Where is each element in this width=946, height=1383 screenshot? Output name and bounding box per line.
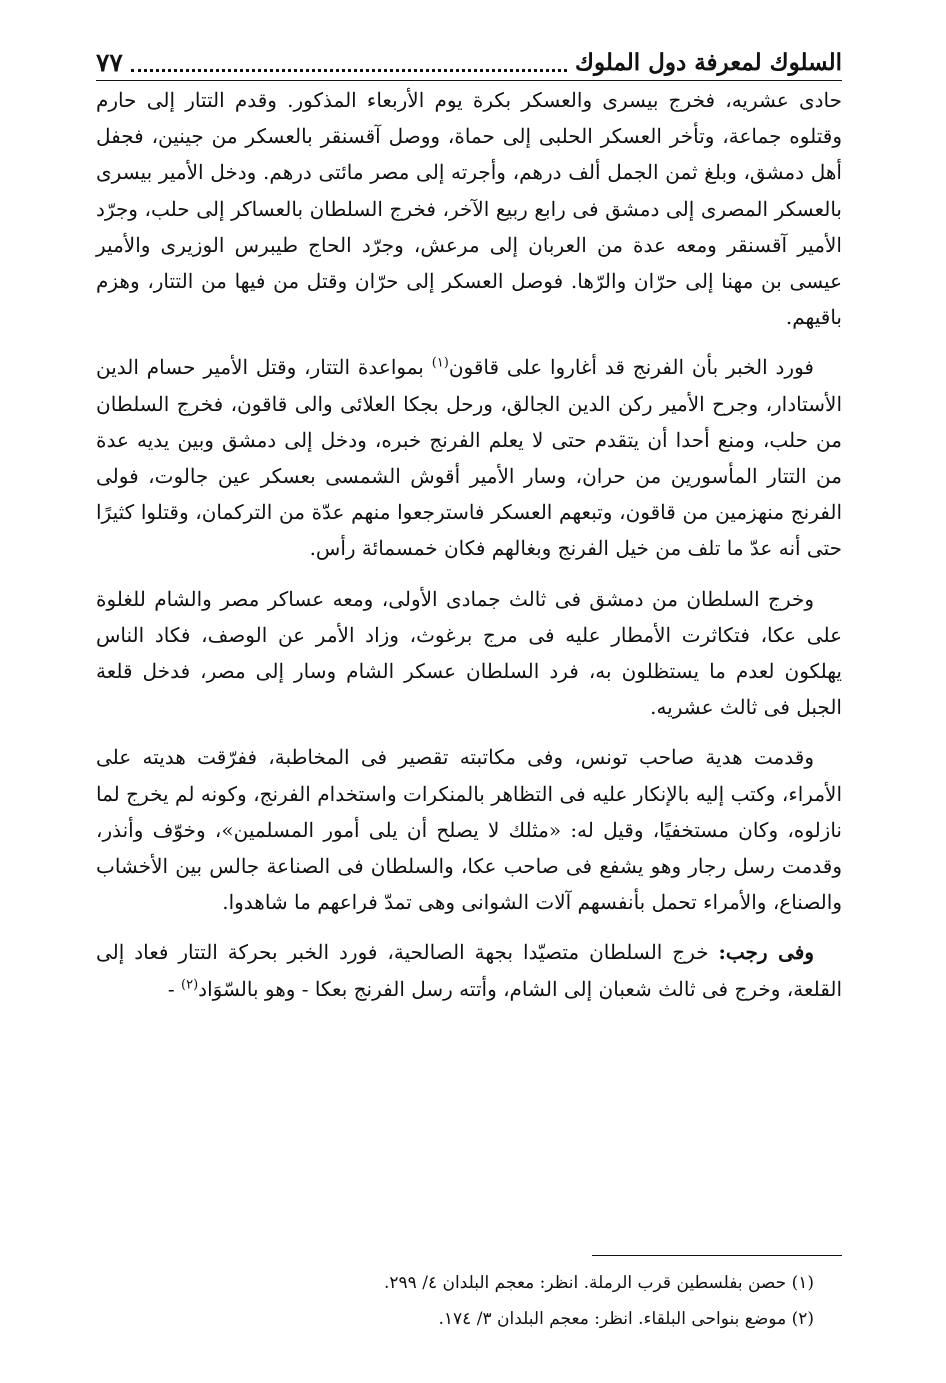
paragraph <box>96 349 842 566</box>
paragraph-text: فورد الخبر بأن الفرنج قد أغاروا على قاقون <box>448 355 814 380</box>
paragraph-text: خرج السلطان متصيّدا بجهة الصالحية، فورد الخبر بحركة التتار فعاد إلى القلعة، وخرج فى ثالث شعبان إلى الشام، وأتته رسل الفرنج بعكا - وهو بالسّوَاد <box>96 940 842 1001</box>
paragraph-text: وقدمت هدية صاحب تونس، وفى مكاتبته تقصير فى المخاطبة، ففرّقت هديته على الأمراء، وكتب إليه بالإنكار عليه فى التظاهر بالمنكرات واستخدام الفرنج، وكونه لم يخرج لما نازلوه، وكان مستخفيًا، وقيل له: «مثلك لا يصلح أن يلى أمور المسلمين»، وخوّف وأنذر، وقدمت رسل رجار وهو يشفع فى صاحب عكا، والسلطان فى الصناعة جالس بين الأخشاب والصناع، والأمراء تحمل بأنفسهم آلات الشوانى وهى تمدّ فراعهم ما شاهدوا. <box>96 745 842 915</box>
footnote-reference: (٢) <box>181 977 199 993</box>
footnote: (٢) موضع بنواحى البلقاء. انظر: معجم البلدان ٣/ ١٧٤. <box>438 1309 814 1329</box>
paragraph-text: وخرج السلطان من دمشق فى ثالث جمادى الأولى، ومعه عساكر مصر والشام للغلوة على عكا، فتكاثرت الأمطار عليه فى مرج برغوث، وزاد الأمر عن الوصف، فكاد الناس يهلكون لعدم ما يستظلون به، فرد السلطان عسكر الشام وسار إلى مصر، فدخل قلعة الجبل فى ثالث عشريه. <box>96 586 842 720</box>
footnotes <box>96 1265 842 1337</box>
paragraph <box>96 934 842 1006</box>
paragraph <box>96 739 842 920</box>
page-number: ٧٧ <box>96 48 123 77</box>
footnote-separator <box>592 1255 842 1256</box>
running-header <box>96 30 842 81</box>
book-title: السلوك لمعرفة دول الملوك <box>574 49 842 76</box>
paragraph-text-continued: - <box>167 976 182 1001</box>
paragraph <box>96 581 842 726</box>
paragraph <box>96 82 842 335</box>
paragraph-lead: وفى رجب: <box>718 940 814 965</box>
paragraph-text-continued: بمواعدة التتار، وقتل الأمير حسام الدين الأستادار، وجرح الأمير ركن الدين الجالق، ورحل بجكا العلائى والى قاقون، فخرج السلطان من حلب، ومنع أحدا أن يتقدم حتى لا يعلم الفرنج خبره، ودخل إلى دمشق وبين يديه عدة من التتار المأسورين من حران، وسار الأمير أقوش الشمسى بعسكر عين جالوت، فولى الفرنج منهزمين من قاقون، وتبعهم العسكر فاسترجعوا منهم عدّة من التركمان، وقتلوا كثيرًا حتى أنه عدّ ما تلف من خيل الفرنج وبغالهم فكان خمسمائة رأس. <box>96 355 842 561</box>
paragraph-text: حادى عشريه، فخرج بيسرى والعسكر بكرة يوم الأربعاء المذكور. وقدم التتار إلى حارم وقتلوه جماعة، وتأخر العسكر الحلبى إلى حماة، ووصل آقسنقر بالعسكر من جينين، فجفل أهل دمشق، وبلغ ثمن الجمل ألف درهم، وأجرته إلى مصر مائتى درهم. ودخل الأمير بيسرى بالعسكر المصرى إلى دمشق فى رابع ربيع الآخر، فخرج السلطان بالعساكر إلى حلب، وجرّد الأمير آقسنقر ومعه عدة من العربان إلى مرعش، وجرّد الحاج طيبرس الوزيرى والأمير عيسى بن مهنا إلى حرّان والرّها. فوصل العسكر إلى حرّان وقتل من فيها من التتار، وهزم باقيهم. <box>96 88 843 330</box>
footnote-reference: (١) <box>431 355 449 371</box>
body-text <box>96 82 842 1021</box>
header-leader-dots <box>131 69 567 72</box>
footnote: (١) حصن بفلسطين قرب الرملة. انظر: معجم البلدان ٤/ ٢٩٩. <box>383 1273 814 1293</box>
